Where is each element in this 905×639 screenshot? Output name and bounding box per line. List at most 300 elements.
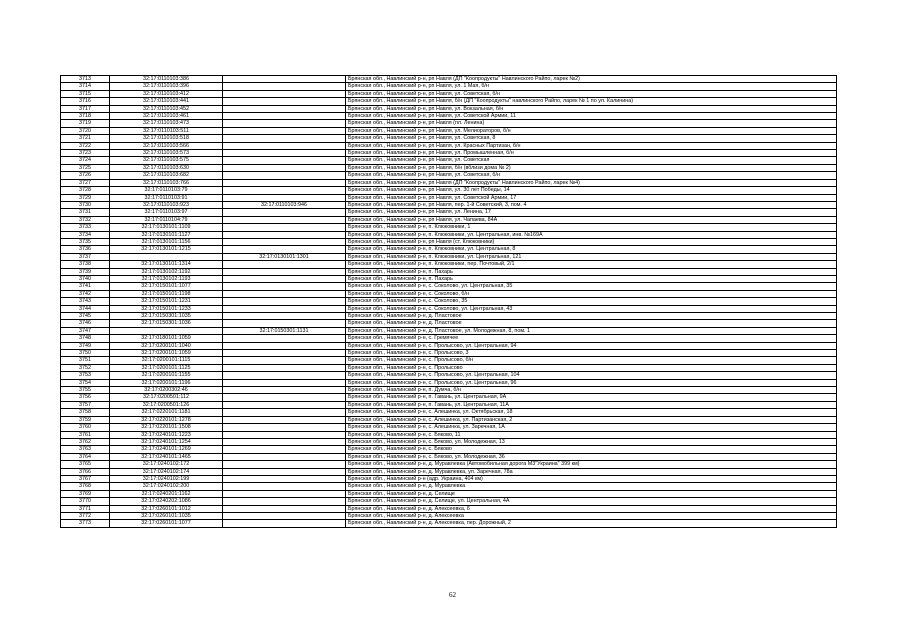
row-number-cell: 3728 <box>61 187 110 194</box>
table-row <box>61 120 837 127</box>
address-cell: Брянская обл., Навлинский р-н, п. Клюковники, 1 <box>346 224 837 231</box>
cadastral-number-cell: 32:17:0240102:174 <box>110 468 223 475</box>
table-row <box>61 305 837 312</box>
row-number-cell: 3731 <box>61 209 110 216</box>
parent-cadastral-cell <box>223 453 346 460</box>
parent-cadastral-cell <box>223 261 346 268</box>
table-row <box>61 127 837 134</box>
cadastral-number-cell: 32:17:0220101:1278 <box>110 416 223 423</box>
row-number-cell: 3743 <box>61 298 110 305</box>
table-row <box>61 372 837 379</box>
cadastral-number-cell: 32:17:0220101:1508 <box>110 424 223 431</box>
row-number-cell: 3718 <box>61 113 110 120</box>
address-cell: Брянская обл., Навлинский р-н, рп Навля, ул. Советская, б/н <box>346 90 837 97</box>
address-cell: Брянская обл., Навлинский р-н, с. Бяково <box>346 446 837 453</box>
table-row <box>61 83 837 90</box>
parent-cadastral-cell <box>223 520 346 527</box>
parent-cadastral-cell <box>223 505 346 512</box>
cadastral-number-cell: 32:17:0130101:1109 <box>110 224 223 231</box>
cadastral-number-cell: 32:17:0110103:511 <box>110 127 223 134</box>
row-number-cell: 3761 <box>61 431 110 438</box>
address-cell: Брянская обл., Навлинский р-н, п. Клюковники, пер. Почтовый, 2/1 <box>346 261 837 268</box>
table-row <box>61 342 837 349</box>
parent-cadastral-cell <box>223 394 346 401</box>
row-number-cell: 3719 <box>61 120 110 127</box>
parent-cadastral-cell <box>223 113 346 120</box>
parent-cadastral-cell <box>223 401 346 408</box>
cadastral-number-cell: 32:17:0260101:1012 <box>110 505 223 512</box>
table-row <box>61 76 837 83</box>
row-number-cell: 3765 <box>61 461 110 468</box>
cadastral-number-cell: 32:17:0200101:1115 <box>110 357 223 364</box>
cadastral-number-cell: 32:17:0240101:1465 <box>110 453 223 460</box>
table-row <box>61 224 837 231</box>
table-row <box>61 179 837 186</box>
address-cell: Брянская обл., Навлинский р-н, д. Муравлевка (Автомобильная дорога М3"Украина" 399 км) <box>346 461 837 468</box>
cadastral-number-cell: 32:17:0200501:126 <box>110 401 223 408</box>
address-cell: Брянская обл., Навлинский р-н, с. Гремячее <box>346 335 837 342</box>
address-cell: Брянская обл., Навлинский р-н, с. Алешинка, ул. Октябрьская, 18 <box>346 409 837 416</box>
address-cell: Брянская обл., Навлинский р-н, п. Клюковники, ул. Центральная, инв. №169А <box>346 231 837 238</box>
address-cell: Брянская обл., Навлинский р-н, с. Алешинка, ул. Партизанская, 2 <box>346 416 837 423</box>
row-number-cell: 3733 <box>61 224 110 231</box>
table-row <box>61 335 837 342</box>
table-row <box>61 135 837 142</box>
table-row <box>61 364 837 371</box>
parent-cadastral-cell <box>223 135 346 142</box>
parent-cadastral-cell: 32:17:0130101:1301 <box>223 253 346 260</box>
row-number-cell: 3727 <box>61 179 110 186</box>
table-row <box>61 98 837 105</box>
parent-cadastral-cell <box>223 409 346 416</box>
row-number-cell: 3726 <box>61 172 110 179</box>
address-cell: Брянская обл., Навлинский р-н, рп Навля, ул. Советская <box>346 157 837 164</box>
cadastral-number-cell: 32:17:0110103:473 <box>110 120 223 127</box>
parent-cadastral-cell <box>223 105 346 112</box>
cadastral-number-cell: 32:17:0110103:923 <box>110 201 223 208</box>
table-row <box>61 327 837 334</box>
table-row <box>61 150 837 157</box>
parent-cadastral-cell <box>223 431 346 438</box>
address-cell: Брянская обл., Навлинский р-н, рп Навля, пер. 1-й Советский, 3, пом. 4 <box>346 201 837 208</box>
address-cell: Брянская обл., Навлинский р-н, с. Пролысово <box>346 364 837 371</box>
parent-cadastral-cell <box>223 313 346 320</box>
parent-cadastral-cell <box>223 475 346 482</box>
table-row <box>61 446 837 453</box>
table-row <box>61 357 837 364</box>
address-cell: Брянская обл., Навлинский р-н, рп Навля, ул. Мелиораторов, б/н <box>346 127 837 134</box>
parent-cadastral-cell <box>223 150 346 157</box>
row-number-cell: 3766 <box>61 468 110 475</box>
table-row <box>61 468 837 475</box>
table-row <box>61 90 837 97</box>
address-cell: Брянская обл., Навлинский р-н, с. Пролысово, ул. Центральная, 104 <box>346 372 837 379</box>
table-row <box>61 401 837 408</box>
table-row <box>61 298 837 305</box>
row-number-cell: 3737 <box>61 253 110 260</box>
cadastral-number-cell: 32:17:0110103:79 <box>110 187 223 194</box>
row-number-cell: 3723 <box>61 150 110 157</box>
cadastral-number-cell: 32:17:0240102:200 <box>110 483 223 490</box>
parent-cadastral-cell <box>223 246 346 253</box>
parent-cadastral-cell <box>223 512 346 519</box>
table-row <box>61 512 837 519</box>
address-cell: Брянская обл., Навлинский р-н, п. Гавань, ул. Центральная, 11А <box>346 401 837 408</box>
row-number-cell: 3757 <box>61 401 110 408</box>
table-row <box>61 164 837 171</box>
cadastral-number-cell: 32:17:0110103:573 <box>110 150 223 157</box>
parent-cadastral-cell <box>223 90 346 97</box>
parent-cadastral-cell <box>223 224 346 231</box>
row-number-cell: 3729 <box>61 194 110 201</box>
row-number-cell: 3741 <box>61 283 110 290</box>
row-number-cell: 3714 <box>61 83 110 90</box>
parent-cadastral-cell <box>223 438 346 445</box>
table-row <box>61 483 837 490</box>
cadastral-number-cell: 32:17:0240101:1223 <box>110 431 223 438</box>
table-row <box>61 246 837 253</box>
address-cell: Брянская обл., Навлинский р-н, с. Бяково, 11 <box>346 431 837 438</box>
cadastral-number-cell: 32:17:0180101:1059 <box>110 335 223 342</box>
parent-cadastral-cell <box>223 298 346 305</box>
parent-cadastral-cell <box>223 283 346 290</box>
address-cell: Брянская обл., Навлинский р-н, рп Навля, ул. Советская, 8 <box>346 135 837 142</box>
cadastral-number-cell: 32:17:0240201:1162 <box>110 490 223 497</box>
row-number-cell: 3739 <box>61 268 110 275</box>
parent-cadastral-cell <box>223 379 346 386</box>
cadastral-number-cell: 32:17:0110103:566 <box>110 142 223 149</box>
row-number-cell: 3720 <box>61 127 110 134</box>
table-row <box>61 320 837 327</box>
address-cell: Брянская обл., Навлинский р-н, рп Навля, ул. Советская, б/н <box>346 172 837 179</box>
cadastral-number-cell: 32:17:0240202:1086 <box>110 498 223 505</box>
table-row <box>61 490 837 497</box>
row-number-cell: 3758 <box>61 409 110 416</box>
parent-cadastral-cell <box>223 305 346 312</box>
address-cell: Брянская обл., Навлинский р-н, п. Клюковники, ул. Центральная, 121 <box>346 253 837 260</box>
parent-cadastral-cell <box>223 335 346 342</box>
parent-cadastral-cell <box>223 179 346 186</box>
table-row <box>61 105 837 112</box>
parent-cadastral-cell <box>223 350 346 357</box>
parent-cadastral-cell <box>223 209 346 216</box>
address-cell: Брянская обл., Навлинский р-н, д. Алексеевка <box>346 512 837 519</box>
address-cell: Брянская обл., Навлинский р-н, рп Навля, б/н (вблизи дома № 2) <box>346 164 837 171</box>
row-number-cell: 3762 <box>61 438 110 445</box>
parent-cadastral-cell <box>223 490 346 497</box>
address-cell: Брянская обл., Навлинский р-н (адр. Украина, 404 км) <box>346 475 837 482</box>
parent-cadastral-cell <box>223 357 346 364</box>
address-cell: Брянская обл., Навлинский р-н, п. Гавань, ул. Центральная, 9А <box>346 394 837 401</box>
row-number-cell: 3756 <box>61 394 110 401</box>
row-number-cell: 3738 <box>61 261 110 268</box>
row-number-cell: 3713 <box>61 76 110 83</box>
address-cell: Брянская обл., Навлинский р-н, рп Навля (ДП "Коопродукты" Навлинского Райпо, ларек №2) <box>346 76 837 83</box>
table-row <box>61 275 837 282</box>
parent-cadastral-cell <box>223 498 346 505</box>
row-number-cell: 3772 <box>61 512 110 519</box>
address-cell: Брянская обл., Навлинский р-н, с. Пролысово, ул. Центральная, 96 <box>346 379 837 386</box>
row-number-cell: 3773 <box>61 520 110 527</box>
row-number-cell: 3725 <box>61 164 110 171</box>
address-cell: Брянская обл., Навлинский р-н, д. Муравлевка <box>346 483 837 490</box>
cadastral-number-cell: 32:17:0110103:441 <box>110 98 223 105</box>
parent-cadastral-cell <box>223 157 346 164</box>
address-cell: Брянская обл., Навлинский р-н, рп Навля, ул. Красных Партизан, б/н <box>346 142 837 149</box>
table-row <box>61 313 837 320</box>
cadastral-number-cell: 32:17:0150101:1077 <box>110 283 223 290</box>
cadastral-number-cell: 32:17:0150101:1198 <box>110 290 223 297</box>
table-row <box>61 453 837 460</box>
table-row <box>61 461 837 468</box>
row-number-cell: 3749 <box>61 342 110 349</box>
cadastral-number-cell: 32:17:0110103:518 <box>110 135 223 142</box>
cadastral-number-cell: 32:17:0200302:46 <box>110 387 223 394</box>
row-number-cell: 3734 <box>61 231 110 238</box>
row-number-cell: 3752 <box>61 364 110 371</box>
table-row <box>61 505 837 512</box>
address-cell: Брянская обл., Навлинский р-н, д. Алексеевка, пер. Дорожный, 2 <box>346 520 837 527</box>
parent-cadastral-cell <box>223 446 346 453</box>
row-number-cell: 3767 <box>61 475 110 482</box>
table-row <box>61 350 837 357</box>
cadastral-number-cell: 32:17:0110103:766 <box>110 179 223 186</box>
cadastral-number-cell: 32:17:0150301:1035 <box>110 313 223 320</box>
parent-cadastral-cell <box>223 290 346 297</box>
row-number-cell: 3724 <box>61 157 110 164</box>
row-number-cell: 3771 <box>61 505 110 512</box>
cadastral-number-cell: 32:17:0110103:97 <box>110 209 223 216</box>
row-number-cell: 3742 <box>61 290 110 297</box>
cadastral-number-cell: 32:17:0240102:172 <box>110 461 223 468</box>
table-row <box>61 187 837 194</box>
cadastral-number-cell: 32:17:0200101:1040 <box>110 342 223 349</box>
cadastral-number-cell <box>110 253 223 260</box>
cadastral-number-cell <box>110 327 223 334</box>
parent-cadastral-cell: 32:17:0150301:1131 <box>223 327 346 334</box>
cadastral-number-cell: 32:17:0110103:461 <box>110 113 223 120</box>
table-row <box>61 498 837 505</box>
cadastral-number-cell: 32:17:0200101:1196 <box>110 379 223 386</box>
address-cell: Брянская обл., Навлинский р-н, д. Селище <box>346 490 837 497</box>
row-number-cell: 3748 <box>61 335 110 342</box>
parent-cadastral-cell <box>223 364 346 371</box>
row-number-cell: 3754 <box>61 379 110 386</box>
parent-cadastral-cell <box>223 268 346 275</box>
address-cell: Брянская обл., Навлинский р-н, с. Пролысово, 3 <box>346 350 837 357</box>
row-number-cell: 3721 <box>61 135 110 142</box>
parent-cadastral-cell <box>223 483 346 490</box>
address-cell: Брянская обл., Навлинский р-н, д. Пластовое <box>346 320 837 327</box>
cadastral-number-cell: 32:17:0240101:1269 <box>110 446 223 453</box>
parent-cadastral-cell <box>223 342 346 349</box>
cadastral-number-cell: 32:17:0130101:1127 <box>110 231 223 238</box>
parent-cadastral-cell <box>223 387 346 394</box>
row-number-cell: 3730 <box>61 201 110 208</box>
row-number-cell: 3763 <box>61 446 110 453</box>
cadastral-number-cell: 32:17:0130102:1193 <box>110 275 223 282</box>
parent-cadastral-cell <box>223 127 346 134</box>
address-cell: Брянская обл., Навлинский р-н, рп Навля (ДП "Коопродукты" Навлинского Райпо, ларек №4) <box>346 179 837 186</box>
register-sheet <box>60 75 836 528</box>
row-number-cell: 3770 <box>61 498 110 505</box>
address-cell: Брянская обл., Навлинский р-н, д. Пластовое, ул. Молодежная, 8, пом. 1 <box>346 327 837 334</box>
parent-cadastral-cell <box>223 416 346 423</box>
cadastral-number-cell: 32:17:0110103:412 <box>110 90 223 97</box>
parent-cadastral-cell <box>223 83 346 90</box>
table-row <box>61 194 837 201</box>
table-row <box>61 238 837 245</box>
cadastral-number-cell: 32:17:0220101:1181 <box>110 409 223 416</box>
address-cell: Брянская обл., Навлинский р-н, рп Навля, ул. Промышленная, б/н <box>346 150 837 157</box>
address-cell: Брянская обл., Навлинский р-н, рп Навля (ст. Клюковники) <box>346 238 837 245</box>
parent-cadastral-cell <box>223 424 346 431</box>
row-number-cell: 3740 <box>61 275 110 282</box>
row-number-cell: 3715 <box>61 90 110 97</box>
table-row <box>61 431 837 438</box>
address-cell: Брянская обл., Навлинский р-н, с. Соколово, 35 <box>346 298 837 305</box>
table-row <box>61 416 837 423</box>
cadastral-number-cell: 32:17:0110103:682 <box>110 172 223 179</box>
row-number-cell: 3768 <box>61 483 110 490</box>
row-number-cell: 3746 <box>61 320 110 327</box>
cadastral-number-cell: 32:17:0240101:1254 <box>110 438 223 445</box>
cadastral-number-cell: 32:17:0130102:1192 <box>110 268 223 275</box>
parent-cadastral-cell <box>223 461 346 468</box>
row-number-cell: 3755 <box>61 387 110 394</box>
cadastral-number-cell: 32:17:0110103:452 <box>110 105 223 112</box>
table-row <box>61 379 837 386</box>
cadastral-number-cell: 32:17:0260101:1035 <box>110 512 223 519</box>
table-row <box>61 261 837 268</box>
parent-cadastral-cell <box>223 172 346 179</box>
table-row <box>61 142 837 149</box>
parent-cadastral-cell: 32:17:0110103:946 <box>223 201 346 208</box>
table-row <box>61 216 837 223</box>
address-cell: Брянская обл., Навлинский р-н, с. Бяково, ул. Молодежная, 36 <box>346 453 837 460</box>
address-cell: Брянская обл., Навлинский р-н, рп Навля, б/н (ДП "Коопродукты" навлинского Райпо, ларек № 1 по ул. Калинина) <box>346 98 837 105</box>
table-row <box>61 387 837 394</box>
row-number-cell: 3753 <box>61 372 110 379</box>
address-cell: Брянская обл., Навлинский р-н, с. Пролысово, б/н <box>346 357 837 364</box>
table-row <box>61 475 837 482</box>
row-number-cell: 3732 <box>61 216 110 223</box>
cadastral-number-cell: 32:17:0200101:1125 <box>110 364 223 371</box>
parent-cadastral-cell <box>223 231 346 238</box>
parent-cadastral-cell <box>223 320 346 327</box>
cadastral-number-cell: 32:17:0240102:199 <box>110 475 223 482</box>
row-number-cell: 3745 <box>61 313 110 320</box>
parent-cadastral-cell <box>223 468 346 475</box>
address-cell: Брянская обл., Навлинский р-н, с. Соколово, б/н <box>346 290 837 297</box>
cadastral-number-cell: 32:17:0200101:1059 <box>110 350 223 357</box>
address-cell: Брянская обл., Навлинский р-н, п. Клюковники, ул. Центральная, 8 <box>346 246 837 253</box>
address-cell: Брянская обл., Навлинский р-н, д. Алексеевка, 6 <box>346 505 837 512</box>
address-cell: Брянская обл., Навлинский р-н, рп Навля (пл. Ленина) <box>346 120 837 127</box>
address-cell: Брянская обл., Навлинский р-н, д. Муравлевка, ул. Заречная, 78а <box>346 468 837 475</box>
cadastral-number-cell: 32:17:0130101:1215 <box>110 246 223 253</box>
page-number: 62 <box>449 591 456 599</box>
property-register-table <box>60 75 837 528</box>
parent-cadastral-cell <box>223 275 346 282</box>
row-number-cell: 3750 <box>61 350 110 357</box>
table-row <box>61 231 837 238</box>
address-cell: Брянская обл., Навлинский р-н, п. Думча, б/н <box>346 387 837 394</box>
cadastral-number-cell: 32:17:0200501:112 <box>110 394 223 401</box>
table-row <box>61 201 837 208</box>
table-row <box>61 283 837 290</box>
parent-cadastral-cell <box>223 372 346 379</box>
cadastral-number-cell: 32:17:0130101:1156 <box>110 238 223 245</box>
address-cell: Брянская обл., Навлинский р-н, п. Пахарь <box>346 268 837 275</box>
row-number-cell: 3717 <box>61 105 110 112</box>
table-row <box>61 409 837 416</box>
cadastral-number-cell: 32:17:0200101:1155 <box>110 372 223 379</box>
row-number-cell: 3736 <box>61 246 110 253</box>
table-row <box>61 394 837 401</box>
row-number-cell: 3747 <box>61 327 110 334</box>
address-cell: Брянская обл., Навлинский р-н, с. Пролысово, ул. Центральная, 94 <box>346 342 837 349</box>
cadastral-number-cell: 32:17:0260101:1077 <box>110 520 223 527</box>
table-row <box>61 172 837 179</box>
address-cell: Брянская обл., Навлинский р-н, рп Навля, ул. 30 лет Победы, 14 <box>346 187 837 194</box>
table-row <box>61 157 837 164</box>
row-number-cell: 3769 <box>61 490 110 497</box>
table-row <box>61 253 837 260</box>
cadastral-number-cell: 32:17:0110103:575 <box>110 157 223 164</box>
row-number-cell: 3764 <box>61 453 110 460</box>
row-number-cell: 3751 <box>61 357 110 364</box>
row-number-cell: 3716 <box>61 98 110 105</box>
cadastral-number-cell: 32:17:0110103:396 <box>110 83 223 90</box>
address-cell: Брянская обл., Навлинский р-н, рп Навля, ул. Вокзальная, б/н <box>346 105 837 112</box>
cadastral-number-cell: 32:17:0110104:79 <box>110 216 223 223</box>
parent-cadastral-cell <box>223 142 346 149</box>
table-row <box>61 290 837 297</box>
parent-cadastral-cell <box>223 164 346 171</box>
address-cell: Брянская обл., Навлинский р-н, с. Бяково, ул. Молодежная, 13 <box>346 438 837 445</box>
address-cell: Брянская обл., Навлинский р-н, рп Навля, ул. Советской Армии, 17 <box>346 194 837 201</box>
address-cell: Брянская обл., Навлинский р-н, рп Навля, ул. Советской Армии, 11 <box>346 113 837 120</box>
parent-cadastral-cell <box>223 98 346 105</box>
parent-cadastral-cell <box>223 238 346 245</box>
cadastral-number-cell: 32:17:0110103:91 <box>110 194 223 201</box>
parent-cadastral-cell <box>223 194 346 201</box>
address-cell: Брянская обл., Навлинский р-н, д. Селище, ул. Центральная, 4А <box>346 498 837 505</box>
row-number-cell: 3759 <box>61 416 110 423</box>
parent-cadastral-cell <box>223 76 346 83</box>
table-row <box>61 268 837 275</box>
address-cell: Брянская обл., Навлинский р-н, рп Навля, ул. 1 Мая, б/н <box>346 83 837 90</box>
address-cell: Брянская обл., Навлинский р-н, рп Навля, ул. Ленина, 17 <box>346 209 837 216</box>
address-cell: Брянская обл., Навлинский р-н, с. Соколово, ул. Центральная, 35 <box>346 283 837 290</box>
row-number-cell: 3735 <box>61 238 110 245</box>
row-number-cell: 3760 <box>61 424 110 431</box>
cadastral-number-cell: 32:17:0150101:1233 <box>110 305 223 312</box>
cadastral-number-cell: 32:17:0130101:1314 <box>110 261 223 268</box>
address-cell: Брянская обл., Навлинский р-н, д. Пластовое <box>346 313 837 320</box>
table-row <box>61 209 837 216</box>
parent-cadastral-cell <box>223 216 346 223</box>
parent-cadastral-cell <box>223 187 346 194</box>
cadastral-number-cell: 32:17:0110103:630 <box>110 164 223 171</box>
address-cell: Брянская обл., Навлинский р-н, с. Соколово, ул. Центральная, 43 <box>346 305 837 312</box>
table-row <box>61 424 837 431</box>
parent-cadastral-cell <box>223 120 346 127</box>
cadastral-number-cell: 32:17:0110103:386 <box>110 76 223 83</box>
row-number-cell: 3744 <box>61 305 110 312</box>
table-row <box>61 438 837 445</box>
